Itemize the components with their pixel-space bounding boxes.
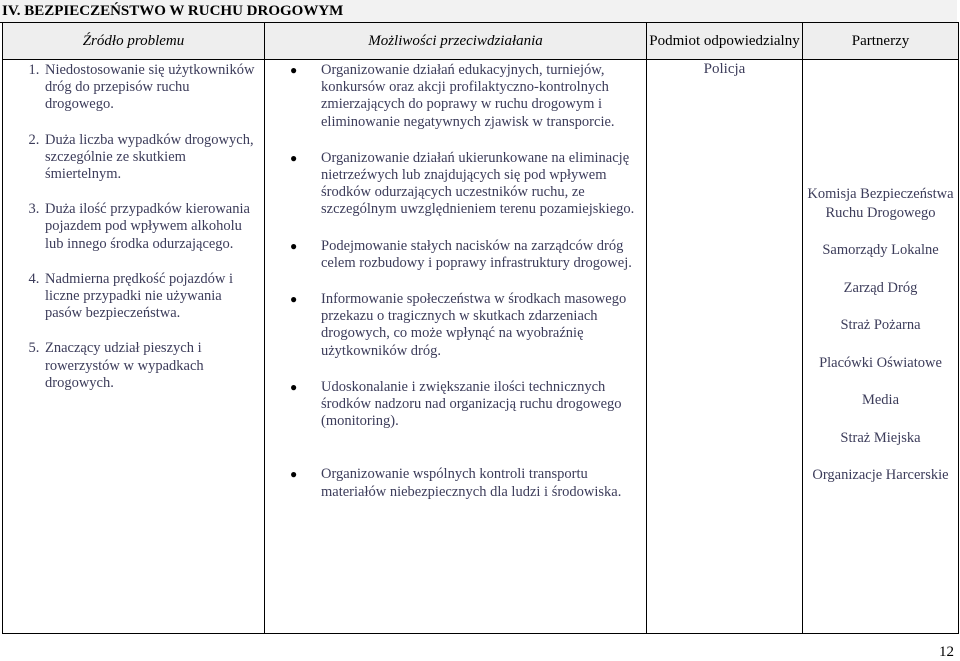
problems-cell bbox=[3, 60, 265, 634]
partners-cell bbox=[803, 60, 959, 634]
actions-list bbox=[289, 62, 640, 501]
action-text: Informowanie społeczeństwa w środkach masowego przekazu o tragicznych w skutkach zdarzeniach drogowych, co może wpłynąć na wyobraźnię użytkowników dróg. bbox=[321, 291, 627, 359]
header-actions: Możliwości przeciwdziałania bbox=[265, 23, 647, 60]
partner-item: Media bbox=[861, 392, 900, 408]
section-title: IV. BEZPIECZEŃSTWO W RUCHU DROGOWYM bbox=[0, 0, 957, 23]
partner-item: Organizacje Harcerskie bbox=[812, 467, 949, 483]
table-header-row bbox=[3, 23, 959, 60]
bullet-icon: ● bbox=[290, 238, 298, 253]
action-text: Organizowanie wspólnych kontroli transportu materiałów niebezpiecznych dla ludzi i środowiska. bbox=[321, 466, 622, 500]
responsible-cell: Policja bbox=[647, 60, 803, 634]
partner-item: Straż Pożarna bbox=[840, 317, 921, 333]
header-responsible: Podmiot odpowiedzialny bbox=[647, 23, 803, 60]
partner-item: Placówki Oświatowe bbox=[819, 354, 942, 371]
problem-item: 1. Niedostosowanie się użytkowników dróg do przepisów ruchu drogowego. bbox=[43, 62, 258, 114]
action-text: Organizowanie działań edukacyjnych, turniejów, konkursów oraz akcji profilaktyczno-kontrolnych zmierzających do poprawy w ruchu drogowym i eliminowanie negatywnych zjawisk w transporcie. bbox=[321, 62, 615, 130]
action-text: Podejmowanie stałych nacisków na zarządców dróg celem rozbudowy i poprawy infrastruktury drogowej. bbox=[321, 237, 632, 271]
road-safety-table bbox=[2, 22, 959, 634]
header-partners: Partnerzy bbox=[803, 23, 959, 60]
partner-item: Komisja Bezpieczeństwa Ruchu Drogowego bbox=[807, 186, 954, 221]
problem-item: 5. Znaczący udział pieszych i rowerzystów w wypadkach drogowych. bbox=[43, 340, 258, 392]
bullet-icon: ● bbox=[290, 150, 298, 165]
action-item bbox=[289, 291, 640, 360]
bullet-icon: ● bbox=[290, 379, 298, 394]
action-item bbox=[289, 62, 640, 131]
problems-list bbox=[21, 62, 258, 392]
page-number: 12 bbox=[939, 644, 954, 660]
actions-cell bbox=[265, 60, 647, 634]
action-item bbox=[289, 150, 640, 219]
action-text: Organizowanie działań ukierunkowane na eliminację nietrzeźwych lub znajdujących się pod wpływem środków odurzających uczestników ruchu, ze szczególnym uwzględnieniem terenu pozamiejskiego. bbox=[321, 149, 635, 218]
action-item bbox=[289, 379, 640, 431]
problem-item: 4. Nadmierna prędkość pojazdów i liczne przypadki nie używania pasów bezpieczeństwa. bbox=[43, 271, 258, 323]
header-source: Źródło problemu bbox=[3, 23, 265, 60]
table-row bbox=[3, 60, 959, 634]
bullet-icon: ● bbox=[290, 292, 298, 307]
action-item bbox=[289, 238, 640, 272]
problem-item: 2. Duża liczba wypadków drogowych, szczególnie ze skutkiem śmiertelnym. bbox=[43, 132, 258, 184]
action-text: Udoskonalanie i zwiększanie ilości technicznych środków nadzoru nad organizacją ruchu drogowego (monitoring). bbox=[321, 378, 622, 430]
partner-item: Samorządy Lokalne bbox=[822, 242, 939, 258]
problem-item: 3. Duża ilość przypadków kierowania pojazdem pod wpływem alkoholu lub innego środka odurzającego. bbox=[43, 201, 258, 253]
action-item bbox=[289, 466, 640, 500]
bullet-icon: ● bbox=[290, 63, 298, 77]
partner-item: Zarząd Dróg bbox=[843, 279, 918, 296]
partner-item: Straż Miejska bbox=[840, 429, 921, 446]
bullet-icon: ● bbox=[290, 467, 298, 482]
